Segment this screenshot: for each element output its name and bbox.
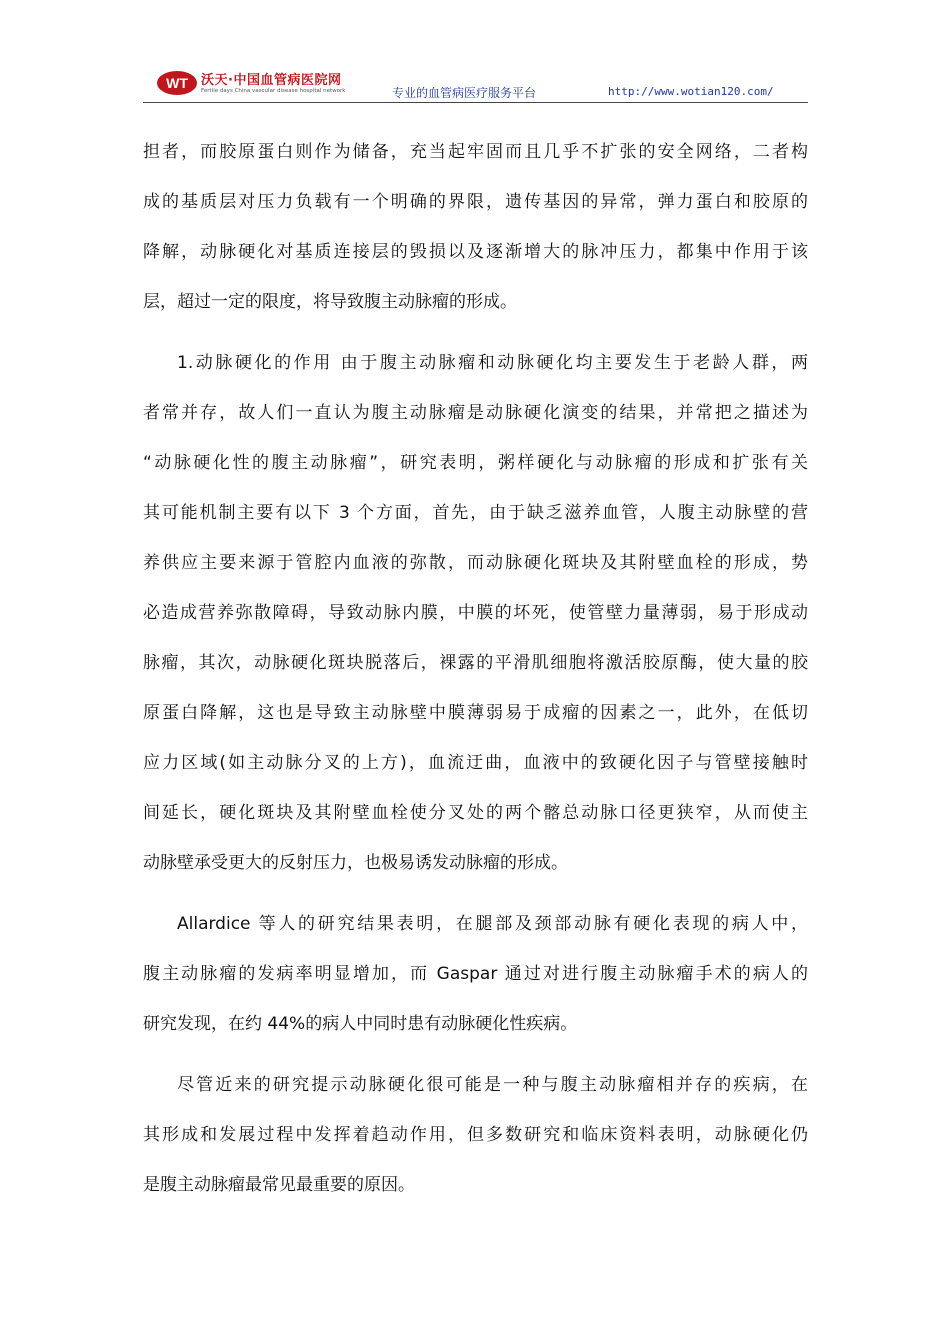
text-line: 尽管近来的研究提示动脉硬化很可能是一种与腹主动脉瘤相并存的疾病，在 (177, 1075, 808, 1095)
wt-logo-icon (156, 70, 198, 96)
text-line: 成的基质层对压力负载有一个明确的界限，遗传基因的异常，弹力蛋白和胶原的 (143, 192, 808, 212)
text-line: 腹主动脉瘤的发病率明显增加，而 Gaspar 通过对进行腹主动脉瘤手术的病人的 (143, 964, 808, 984)
text-line: 是腹主动脉瘤最常见最重要的原因。 (143, 1175, 415, 1195)
text-line: 1.动脉硬化的作用 由于腹主动脉瘤和动脉硬化均主要发生于老龄人群，两 (177, 353, 808, 373)
site-logo[interactable] (156, 68, 356, 102)
paragraph-1 (143, 127, 808, 327)
text-line: 脉瘤，其次，动脉硬化斑块脱落后，裸露的平滑肌细胞将激活胶原酶，使大量的胶 (143, 653, 808, 673)
text-line: 原蛋白降解，这也是导致主动脉壁中膜薄弱易于成瘤的因素之一，此外，在低切 (143, 703, 808, 723)
page-header (143, 62, 808, 104)
site-tagline: 专业的血管病医疗服务平台 (392, 86, 537, 100)
text-line: 其可能机制主要有以下 3 个方面，首先，由于缺乏滋养血管，人腹主动脉壁的营 (143, 503, 808, 523)
text-line: 担者，而胶原蛋白则作为储备，充当起牢固而且几乎不扩张的安全网络，二者构 (143, 142, 808, 162)
logo-english-name: Fertile days China vascular disease hospital network (201, 88, 346, 94)
svg-text:WT: WT (166, 75, 188, 91)
text-line: “动脉硬化性的腹主动脉瘤”，研究表明，粥样硬化与动脉瘤的形成和扩张有关 (143, 453, 808, 473)
text-line: 必造成营养弥散障碍，导致动脉内膜，中膜的坏死，使管壁力量薄弱，易于形成动 (143, 603, 808, 623)
text-line: Allardice 等人的研究结果表明，在腿部及颈部动脉有硬化表现的病人中， (177, 914, 808, 934)
paragraph-3 (143, 899, 808, 1049)
site-url-link[interactable]: http://www.wotian120.com/ (608, 85, 774, 98)
text-line: 层，超过一定的限度，将导致腹主动脉瘤的形成。 (143, 292, 517, 312)
paragraph-2 (143, 338, 808, 888)
text-line: 间延长，硬化斑块及其附壁血栓使分叉处的两个髂总动脉口径更狭窄，从而使主 (143, 803, 808, 823)
text-line: 降解，动脉硬化对基质连接层的毁损以及逐渐增大的脉冲压力，都集中作用于该 (143, 242, 808, 262)
text-line: 其形成和发展过程中发挥着趋动作用，但多数研究和临床资料表明，动脉硬化仍 (143, 1125, 808, 1145)
header-divider (143, 102, 808, 103)
text-line: 研究发现，在约 44%的病人中同时患有动脉硬化性疾病。 (143, 1014, 578, 1034)
text-line: 应力区域(如主动脉分叉的上方)，血流迂曲，血液中的致硬化因子与管壁接触时 (143, 753, 808, 773)
logo-chinese-name: 沃天·中国血管病医院网 (201, 73, 342, 88)
text-line: 者常并存，故人们一直认为腹主动脉瘤是动脉硬化演变的结果，并常把之描述为 (143, 403, 808, 423)
paragraph-4 (143, 1060, 808, 1210)
article-body (143, 127, 808, 1221)
text-line: 动脉壁承受更大的反射压力，也极易诱发动脉瘤的形成。 (143, 853, 568, 873)
text-line: 养供应主要来源于管腔内血液的弥散，而动脉硬化斑块及其附壁血栓的形成，势 (143, 553, 808, 573)
